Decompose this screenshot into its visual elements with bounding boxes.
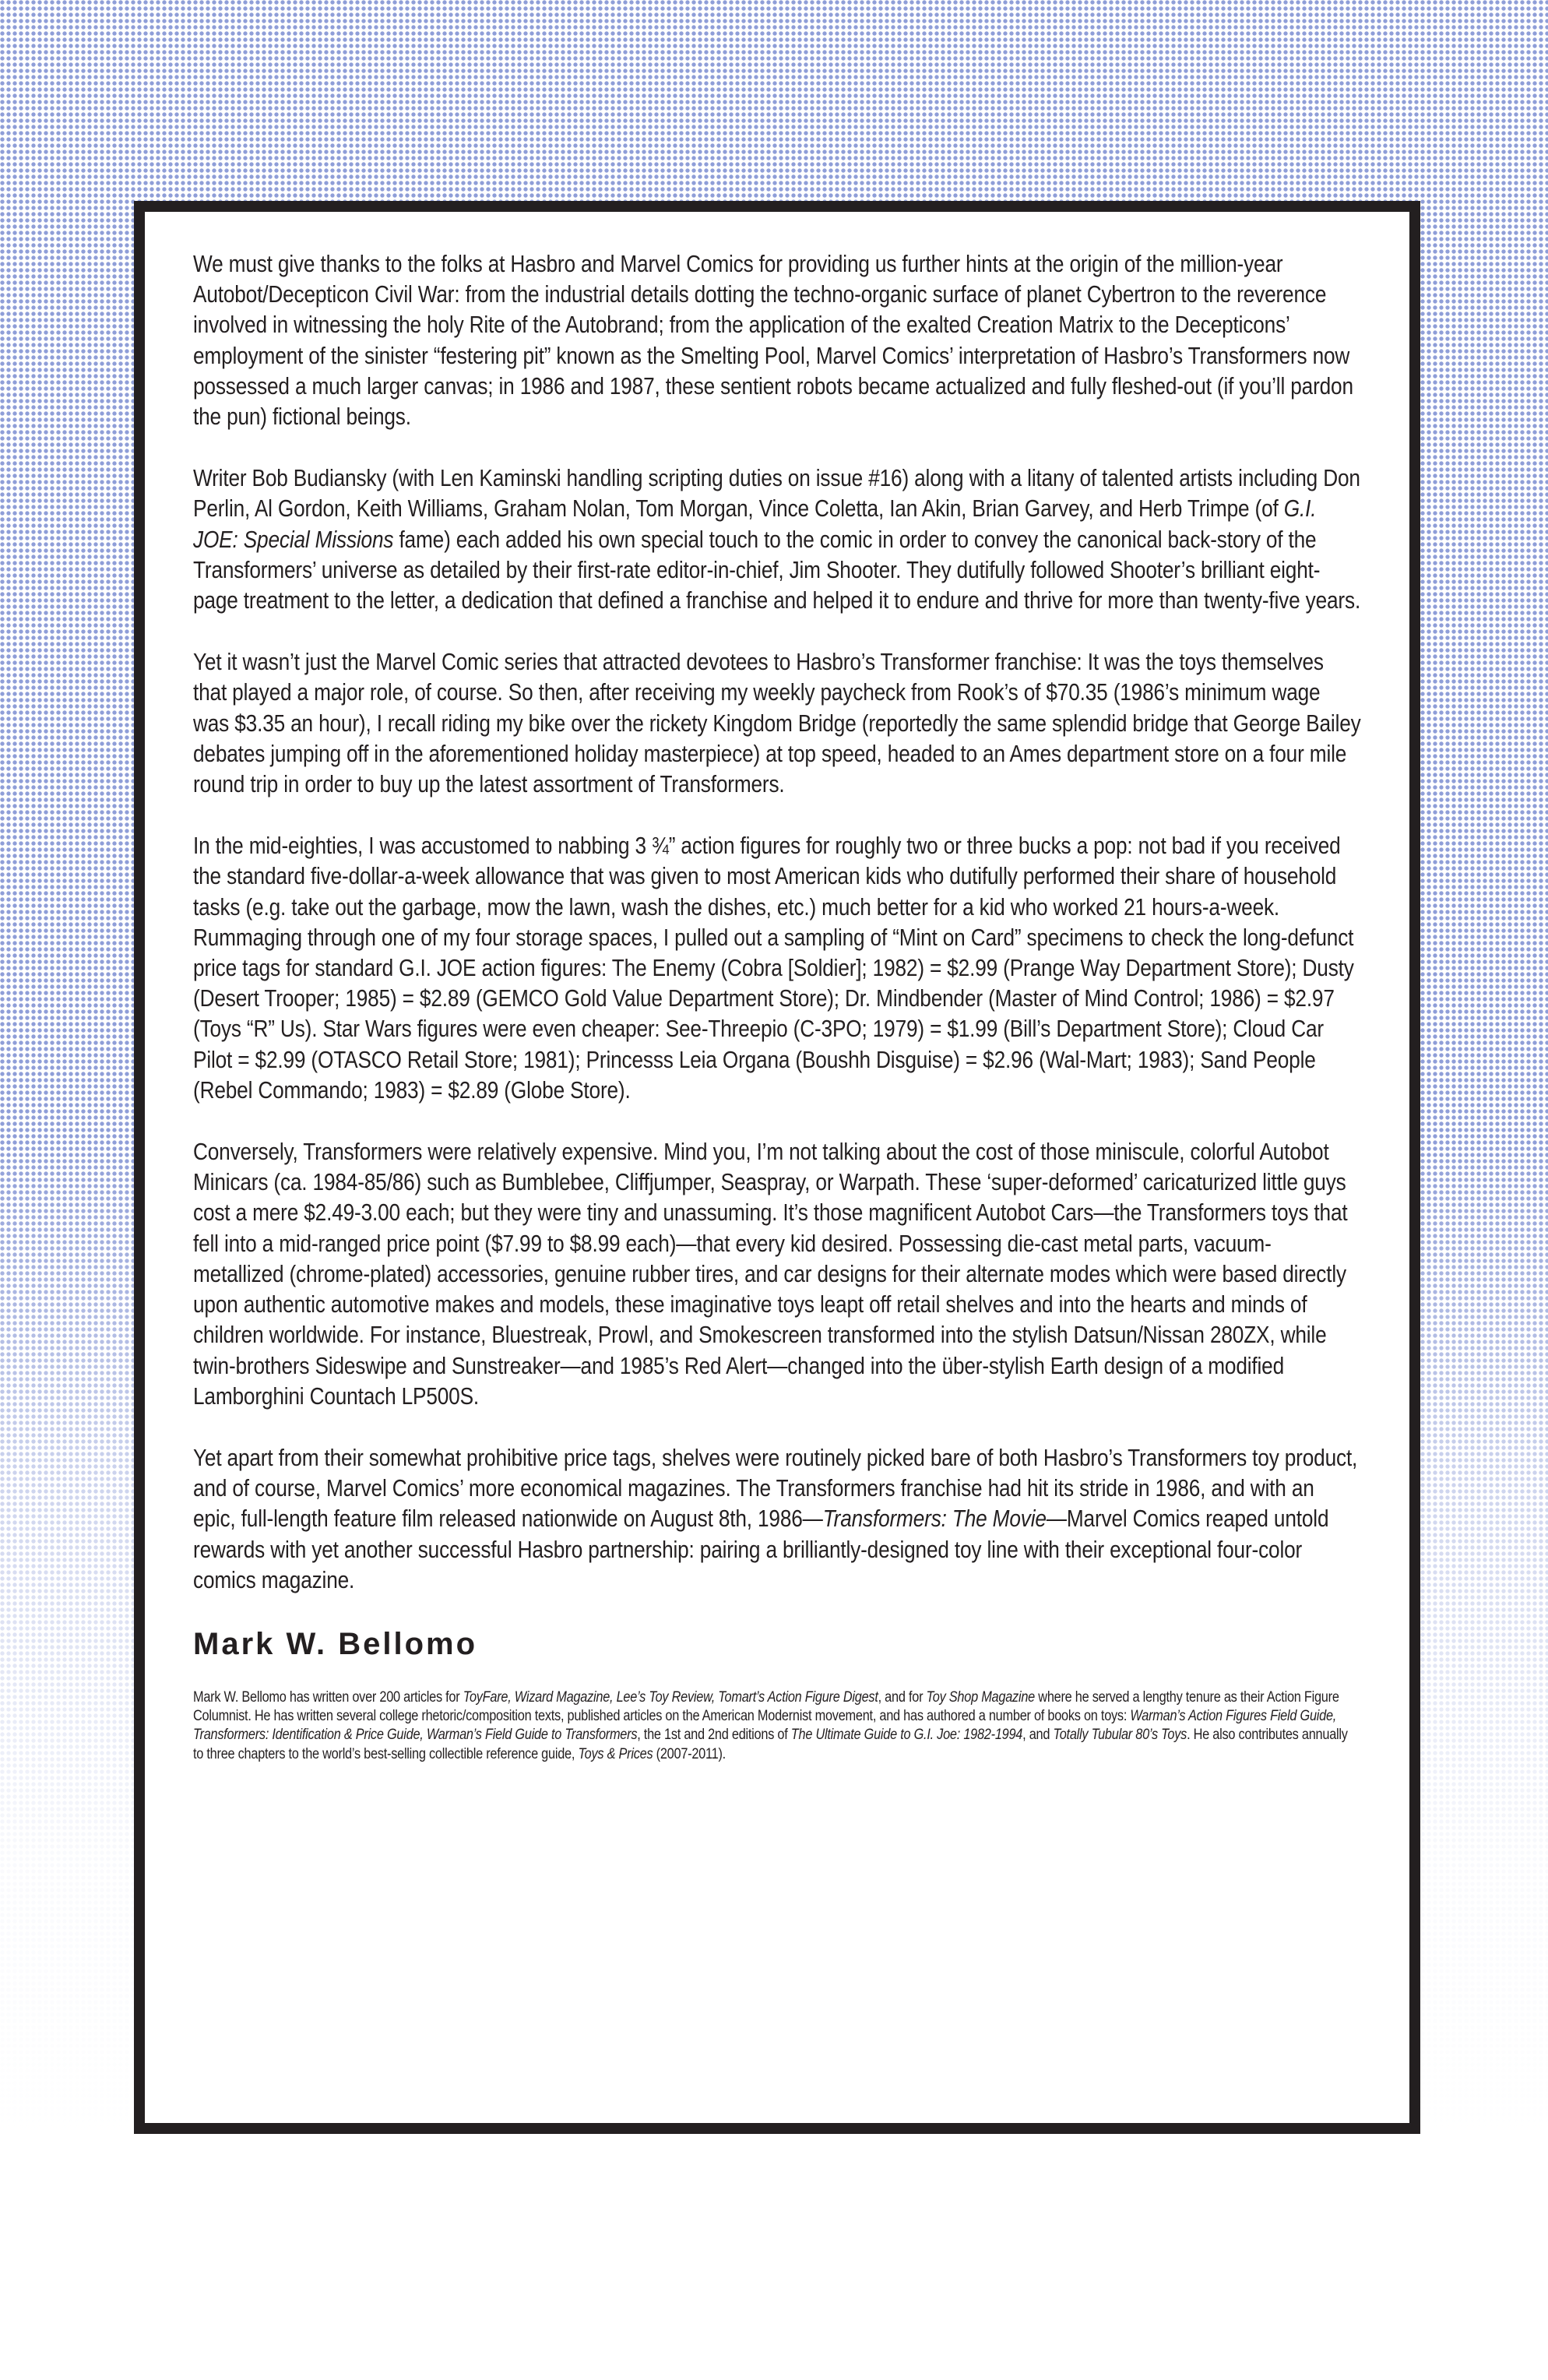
article-paragraph bbox=[193, 831, 1361, 1106]
article-paragraph bbox=[193, 647, 1361, 800]
italic-title: Warman’s Action Figures Field Guide, Transformers: Identification & Price Guide, Warman’s Field Guide to Transformers bbox=[193, 1708, 1337, 1744]
text-run: fame) each added his own special touch to the comic in order to convey the canonical back-story of the Transformers’ universe as detailed by their first-rate editor-in-chief, Jim Shooter. They dutifully followed Shooter’s brilliant eight-page treatment to the letter, a dedication that defined a franchise and helped it to endure and thrive for more than twenty-five years. bbox=[193, 526, 1361, 614]
author-bio bbox=[193, 1688, 1361, 1764]
paragraph-list bbox=[193, 249, 1361, 1596]
italic-title: G.I. JOE: Special Missions bbox=[193, 495, 1317, 553]
author-byline: Mark W. Bellomo bbox=[193, 1626, 478, 1661]
text-run: —Marvel Comics reaped untold rewards with yet another successful Hasbro partnership: pairing a brilliantly-designed toy line with their exceptional four-color comics magazine. bbox=[193, 1505, 1329, 1593]
text-run: . He also contributes annually to three chapters to the world’s best-selling collectible reference guide, bbox=[193, 1727, 1348, 1762]
text-run: where he served a lengthy tenure as their Action Figure Columnist. He has written several college rhetoric/composition texts, published articles on the American Modernist movement, and has authored a number of books on toys: bbox=[193, 1688, 1339, 1725]
text-run: Mark W. Bellomo has written over 200 articles for bbox=[193, 1688, 463, 1706]
text-run: Conversely, Transformers were relatively expensive. Mind you, I’m not talking about the cost of those miniscule, colorful Autobot Minicars (ca. 1984-85/86) such as Bumblebee, Cliffjumper, Seaspray, or Warpath. These ‘super-deformed’ caricaturized little guys cost a mere $2.49-3.00 each; but they were tiny and unassuming. It’s those magnificent Autobot Cars—the Transformers toys that fell into a mid-ranged price point ($7.99 to $8.99 each)—that every kid desired. Possessing die-cast metal parts, vacuum-metallized (chrome-plated) accessories, genuine rubber tires, and car designs for their alternate modes which were based directly upon authentic automotive makes and models, these imaginative toys leapt off retail shelves and into the hearts and minds of children worldwide. For instance, Bluestreak, Prowl, and Smokescreen transformed into the stylish Datsun/Nissan 280ZX, while twin-brothers Sideswipe and Sunstreaker—and 1985’s Red Alert—changed into the über-stylish Earth design of a modified Lamborghini Countach LP500S. bbox=[193, 1139, 1348, 1410]
article-panel bbox=[134, 201, 1420, 2134]
text-run: Yet apart from their somewhat prohibitive price tags, shelves were routinely picked bare of both Hasbro’s Transformers toy product, and of course, Marvel Comics’ more economical magazines. The Transformers franchise had hit its stride in 1986, and with an epic, full-length feature film released nationwide on August 8th, 1986— bbox=[193, 1444, 1358, 1533]
italic-title: Totally Tubular 80’s Toys bbox=[1053, 1727, 1187, 1744]
italic-title: Toys & Prices bbox=[578, 1745, 653, 1762]
italic-title: The Ultimate Guide to G.I. Joe: 1982-1994 bbox=[790, 1727, 1023, 1744]
italic-title: ToyFare, Wizard Magazine, Lee’s Toy Review, Tomart’s Action Figure Digest bbox=[463, 1688, 878, 1706]
article-paragraph bbox=[193, 1137, 1361, 1412]
text-run: , and bbox=[1022, 1727, 1054, 1744]
text-run: Yet it wasn’t just the Marvel Comic series that attracted devotees to Hasbro’s Transformer franchise: It was the toys themselves that played a major role, of course. So then, after receiving my weekly paycheck from Rook’s of $70.35 (1986’s minimum wage was $3.35 an hour), I recall riding my bike over the rickety Kingdom Bridge (reportedly the same splendid bridge that George Bailey debates jumping off in the aforementioned holiday masterpiece) at top speed, headed to an Ames department store on a four mile round trip in order to buy up the latest assortment of Transformers. bbox=[193, 649, 1361, 798]
article-paragraph bbox=[193, 463, 1361, 616]
text-run: In the mid-eighties, I was accustomed to nabbing 3 ¾” action figures for roughly two or three bucks a pop: not bad if you received the standard five-dollar-a-week allowance that was given to most American kids who dutifully performed their share of household tasks (e.g. take out the garbage, mow the lawn, wash the dishes, etc.) much better for a kid who worked 21 hours-a-week. Rummaging through one of my four storage spaces, I pulled out a sampling of “Mint on Card” specimens to check the long-defunct price tags for standard G.I. JOE action figures: The Enemy (Cobra [Soldier]; 1982) = $2.99 (Prange Way Department Store); Dusty (Desert Trooper; 1985) = $2.89 (GEMCO Gold Value Department Store); Dr. Mindbender (Master of Mind Control; 1986) = $2.97 (Toys “R” Us). Star Wars figures were even cheaper: See-Threepio (C-3PO; 1979) = $1.99 (Bill’s Department Store); Cloud Car Pilot = $2.99 (OTASCO Retail Store; 1981); Princesss Leia Organa (Boushh Disguise) = $2.96 (Wal-Mart; 1983); Sand People (Rebel Commando; 1983) = $2.89 (Globe Store). bbox=[193, 833, 1354, 1104]
article-paragraph bbox=[193, 1443, 1361, 1596]
article-body bbox=[193, 249, 1361, 1764]
article-paragraph bbox=[193, 249, 1361, 432]
text-run: , and for bbox=[878, 1688, 927, 1706]
text-run: Writer Bob Budiansky (with Len Kaminski handling scripting duties on issue #16) along with a litany of talented artists including Don Perlin, Al Gordon, Keith Williams, Graham Nolan, Tom Morgan, Vince Coletta, Ian Akin, Brian Garvey, and Herb Trimpe (of bbox=[193, 465, 1360, 523]
text-run: , the 1st and 2nd editions of bbox=[637, 1727, 791, 1744]
italic-title: Toy Shop Magazine bbox=[926, 1688, 1035, 1706]
text-run: (2007-2011). bbox=[653, 1745, 726, 1762]
text-run: We must give thanks to the folks at Hasbro and Marvel Comics for providing us further hints at the origin of the million-year Autobot/Decepticon Civil War: from the industrial details dotting the techno-organic surface of planet Cybertron to the reverence involved in witnessing the holy Rite of the Autobrand; from the application of the exalted Creation Matrix to the Decepticons’ employment of the sinister “festering pit” known as the Smelting Pool, Marvel Comics’ interpretation of Hasbro’s Transformers now possessed a much larger canvas; in 1986 and 1987, these sentient robots became actualized and fully fleshed-out (if you’ll pardon the pun) fictional beings. bbox=[193, 251, 1353, 431]
italic-title: Transformers: The Movie bbox=[822, 1505, 1047, 1533]
